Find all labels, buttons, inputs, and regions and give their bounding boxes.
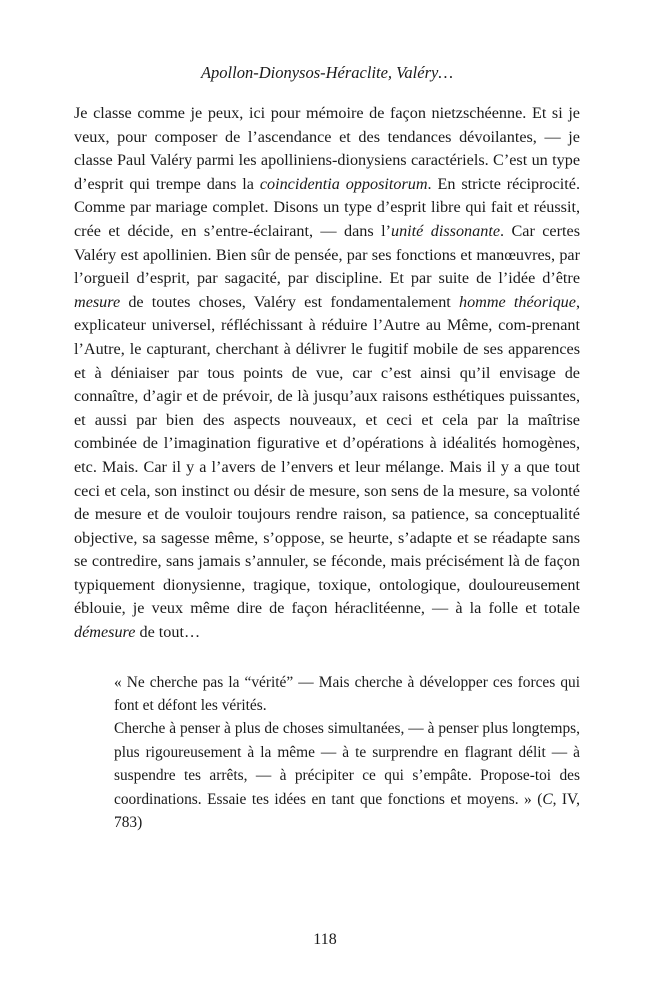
citation-letter: C (542, 790, 553, 808)
italic-run: mesure (74, 292, 121, 311)
italic-run: unité dissonante (390, 221, 501, 240)
italic-run: homme théorique (458, 292, 576, 311)
text-run: Je classe comme je peux, ici pour mémoire de façon nietzschéenne. Et si je veux, pour composer de l’ascendance et des tendances dévoilantes, — je classe Paul Valéry parmi les apolliniens-dionysiens caractériels. C’est un type d’esprit qui trempe dans la (74, 104, 580, 193)
text-run: , explicateur universel, réfléchissant à réduire l’Autre au Même, com-prenant l’Autre, le capturant, cherchant à délivrer le fugitif mobile de ses apparences et à déniaiser par tous points de vue, car c’est ainsi qu’il envisage de connaître, d’agir et de prévoir, de là jusqu’aux raisons esthétiques puissantes, et aussi par bien des aspects nouveaux, et ceci et cela par la maîtrise combinée de l’imagination figurative et d’opérations à idéalités homogènes, etc. Mais. Car il y a l’avers de l’envers et leur mélange. Mais il y a que tout ceci et cela, son instinct ou désir de mesure, son sens de la mesure, sa volonté de mesure et de vouloir toujours rendre raison, sa patience, sa conceptualité objective, sa sagesse même, s’oppose, se heurte, s’adapte et se réadapte sans se contredire, sans jamais s’annuler, se féconde, mais précisément là de façon typiquement dionysienne, tragique, toxique, ontologique, douloureusement éblouie, je veux même dire de façon héraclitéenne, — à la folle et totale (74, 292, 580, 618)
italic-run: démesure (74, 623, 136, 642)
quote-line-1: « Ne cherche pas la “vérité” — Mais cherche à développer ces forces qui font et défont les vérités. (114, 673, 580, 715)
block-quote (114, 671, 580, 835)
text-run: . En stricte réciprocité. Comme par mariage complet. Disons un type d’esprit libre qui fait et réussit, crée et décide, en s’entre-éclairant, — dans l’ (74, 174, 580, 240)
quote-text: Cherche à penser à plus de choses simultanées, — à penser plus longtemps, plus rigoureusement à la même — à te surprendre en flagrant délit — à suspendre tes arrêts, — à précipiter ce qui s’empâte. Propose-toi des coordinations. Essaie tes idées en tant que fonctions et moyens. » ( (114, 720, 580, 808)
italic-run: coincidentia oppositorum (259, 174, 428, 193)
text-run: . Car certes Valéry est apollinien. Bien sûr de pensée, par ses fonctions et manœuvres, par l’orgueil d’esprit, par sagacité, par discipline. Et par suite de l’idée d’être (74, 221, 580, 288)
page-number: 118 (313, 931, 337, 948)
main-paragraph (74, 102, 580, 645)
running-head: Apollon-Dionysos-Héraclite, Valéry… (200, 63, 454, 82)
text-run: de tout… (135, 623, 201, 642)
citation-rest: , IV, 783) (114, 790, 580, 832)
text-run: de toutes choses, Valéry est fondamentalement (120, 292, 459, 311)
page (74, 62, 580, 835)
quote-line-2 (114, 717, 580, 834)
